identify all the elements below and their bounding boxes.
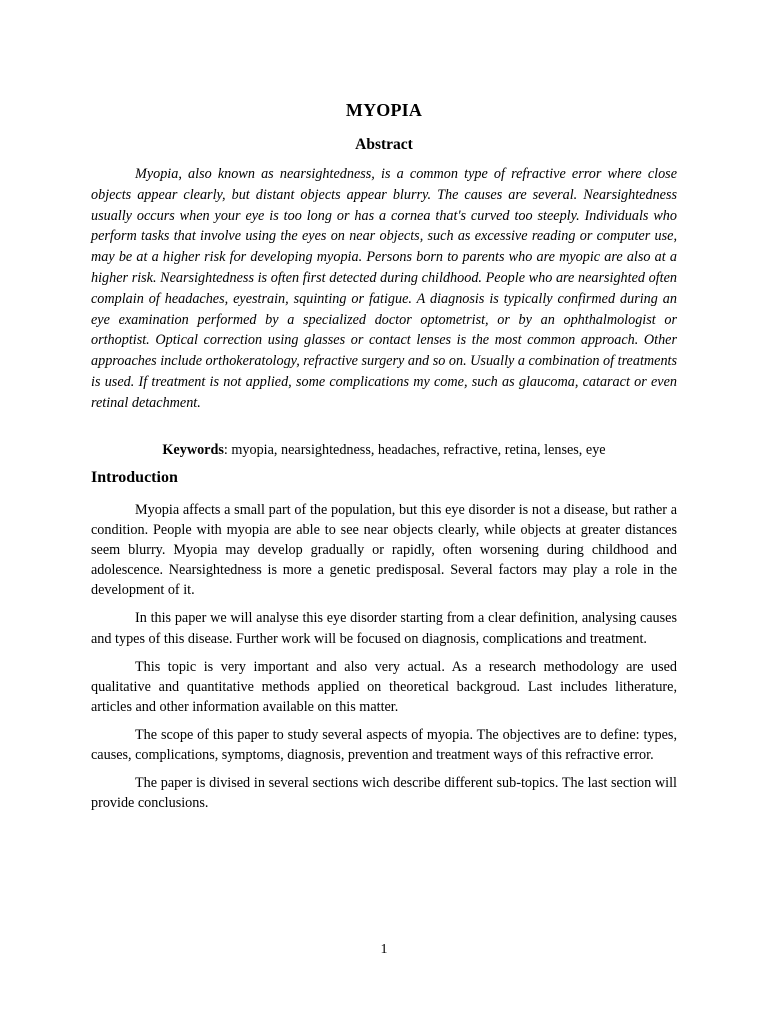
page-number: 1 [380,942,388,957]
introduction-paragraph: Myopia affects a small part of the population, but this eye disorder is not a disease, but rather a condition. People with myopia are able to see near objects clearly, while objects at greater distances seem blurry. Myopia may develop gradually or rapidly, often worsening during childhood and adolescence. Nearsightedness is more a genetic predisposal. Several factors may play a role in the development of it. [91,502,677,599]
introduction-heading: Introduction [91,469,178,486]
keywords-text: : myopia, nearsightedness, headaches, refractive, retina, lenses, eye [223,442,606,458]
introduction-paragraph: The paper is divised in several sections wich describe different sub-topics. The last section will provide conclusions. [91,775,677,812]
introduction-paragraph: In this paper we will analyse this eye disorder starting from a clear definition, analysing causes and types of this disease. Further work will be focused on diagnosis, complications and treatment. [91,610,677,647]
keywords-line [0,440,768,460]
introduction-paragraph: This topic is very important and also very actual. As a research methodology are used qualitative and quantitative methods applied on theoretical backgroud. Last includes litherature, articles and other information available on this matter. [91,658,677,715]
keywords-label: Keywords [162,442,224,458]
paper-title: MYOPIA [345,100,423,120]
introduction-body [91,500,677,821]
abstract-heading: Abstract [355,136,413,153]
abstract-text: Myopia, also known as nearsightedness, is a common type of refractive error where close objects appear clearly, but distant objects appear blurry. The causes are several. Nearsightedness usually occurs when your eye is too long or has a cornea that's curved too steeply. Individuals who perform tasks that involve using the eyes on near objects, such as excessive reading or computer use, may be at a higher risk for developing myopia. Persons born to parents who are myopic are also at a higher risk. Nearsightedness is often first detected during childhood. People who are nearsighted often complain of headaches, eyestrain, squinting or fatigue. A diagnosis is typically confirmed during an eye examination performed by a specialized doctor optometrist, or by an ophthalmologist or orthoptist. Optical correction using glasses or contact lenses is the most common approach. Other approaches include orthokeratology, refractive surgery and so on. Usually a combination of treatments is used. If treatment is not applied, some complications my come, such as glaucoma, cataract or even retinal detachment. [91,166,677,411]
introduction-paragraph: The scope of this paper to study several aspects of myopia. The objectives are to define: types, causes, complications, symptoms, diagnosis, prevention and treatment ways of this refractive error. [91,726,677,764]
